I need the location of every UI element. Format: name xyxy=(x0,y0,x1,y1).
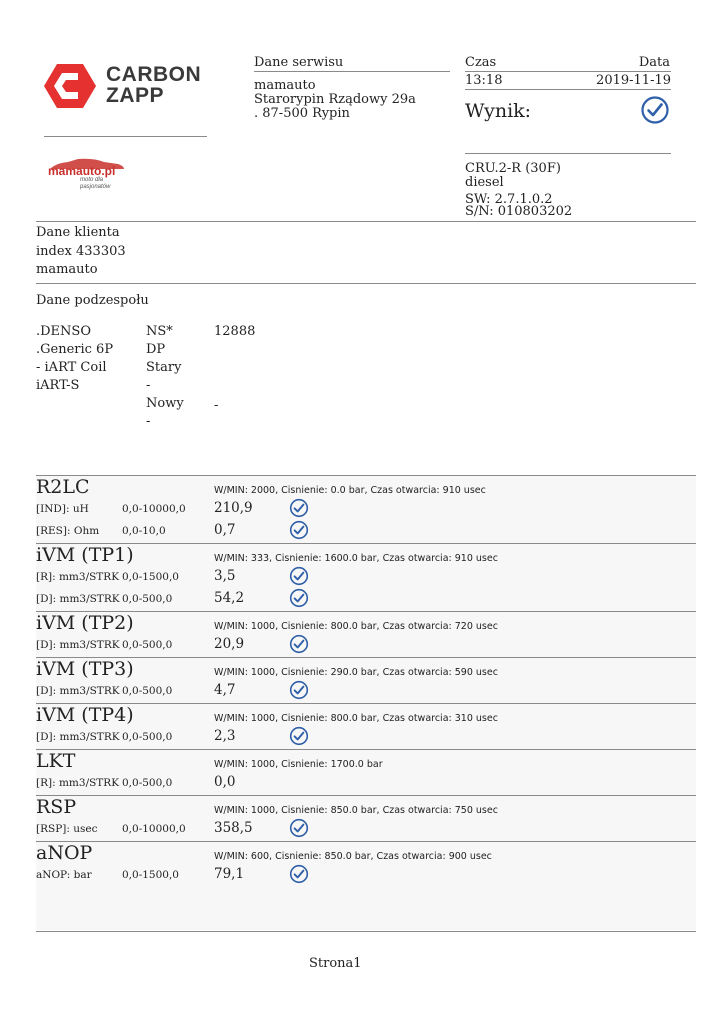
test-section-rule xyxy=(36,749,696,750)
test-section-rule xyxy=(36,841,696,842)
page-number: Strona1 xyxy=(309,956,362,971)
device-serial-number: S/N: 010803202 xyxy=(465,204,573,219)
component-type: .Generic 6P xyxy=(36,342,114,357)
client-name: mamauto xyxy=(36,262,98,277)
test-row-value: 210,9 xyxy=(214,500,253,516)
component-new-code: - xyxy=(214,398,219,413)
check-circle-icon xyxy=(289,726,309,746)
header-bottom-rule xyxy=(36,221,696,222)
footer-rule xyxy=(36,931,696,932)
test-row-label: [D]: mm3/STRK xyxy=(36,731,120,743)
device-model: CRU.2-R (30F) xyxy=(465,161,561,176)
test-name: LKT xyxy=(36,750,76,772)
date-label: Data xyxy=(638,55,670,70)
test-row-label: [R]: mm3/STRK xyxy=(36,571,120,583)
test-row-label: [D]: mm3/STRK xyxy=(36,639,120,651)
device-fuel: diesel xyxy=(465,175,504,190)
test-parameters: W/MIN: 1000, Cisnienie: 800.0 bar, Czas otwarcia: 720 usec xyxy=(214,621,498,632)
test-row-value: 54,2 xyxy=(214,590,245,606)
test-row-value: 3,5 xyxy=(214,568,236,584)
component-dp-label: DP xyxy=(146,342,166,357)
service-heading: Dane serwisu xyxy=(254,55,344,70)
test-name: RSP xyxy=(36,796,77,818)
component-new-value: - xyxy=(146,414,151,429)
check-circle-icon xyxy=(289,818,309,838)
test-name: R2LC xyxy=(36,476,90,498)
test-section-rule xyxy=(36,795,696,796)
check-circle-icon xyxy=(289,498,309,518)
test-row-range: 0,0-10000,0 xyxy=(122,503,186,515)
test-section-rule xyxy=(36,611,696,612)
component-old-value: - xyxy=(146,378,151,393)
test-row-label: [RES]: Ohm xyxy=(36,525,100,537)
mamauto-logo xyxy=(46,158,132,190)
test-section-rule xyxy=(36,475,696,476)
test-row-range: 0,0-500,0 xyxy=(122,685,173,697)
test-row-label: [R]: mm3/STRK xyxy=(36,777,120,789)
test-name: iVM (TP2) xyxy=(36,612,134,634)
time-date-rule xyxy=(465,71,671,72)
client-bottom-rule xyxy=(36,283,696,284)
test-row-range: 0,0-500,0 xyxy=(122,731,173,743)
time-value: 13:18 xyxy=(465,73,503,88)
test-row-label: [D]: mm3/STRK xyxy=(36,593,120,605)
test-name: iVM (TP4) xyxy=(36,704,134,726)
partner-logo-text: mamauto.pl xyxy=(48,164,116,178)
test-parameters: W/MIN: 600, Cisnienie: 850.0 bar, Czas otwarcia: 900 usec xyxy=(214,851,492,862)
service-name: mamauto xyxy=(254,78,316,93)
check-circle-icon xyxy=(289,680,309,700)
test-row-label: aNOP: bar xyxy=(36,869,92,881)
test-row-label: [D]: mm3/STRK xyxy=(36,685,120,697)
component-ns-value: 12888 xyxy=(214,324,256,339)
component-coil: - iART Coil xyxy=(36,360,107,375)
test-name: aNOP xyxy=(36,842,93,864)
test-name: iVM (TP3) xyxy=(36,658,134,680)
component-iart: iART-S xyxy=(36,378,80,393)
test-section-rule xyxy=(36,657,696,658)
result-rule xyxy=(465,153,671,154)
result-check-circle-icon xyxy=(640,95,670,125)
component-ns-label: NS* xyxy=(146,324,173,339)
test-row-value: 20,9 xyxy=(214,636,245,652)
time-date-bottom-rule xyxy=(465,89,671,90)
service-heading-rule xyxy=(254,71,450,72)
test-row-label: [IND]: uH xyxy=(36,503,89,515)
check-circle-icon xyxy=(289,634,309,654)
result-label: Wynik: xyxy=(465,100,532,122)
service-city: . 87-500 Rypin xyxy=(254,106,350,121)
carbon-zapp-logo xyxy=(44,62,202,110)
test-row-value: 0,0 xyxy=(214,774,236,790)
test-row-value: 2,3 xyxy=(214,728,236,744)
service-street: Starorypin Rządowy 29a xyxy=(254,92,416,107)
client-index: index 433303 xyxy=(36,244,126,259)
test-parameters: W/MIN: 1000, Cisnienie: 800.0 bar, Czas otwarcia: 310 usec xyxy=(214,713,498,724)
test-row-range: 0,0-500,0 xyxy=(122,593,173,605)
test-row-value: 358,5 xyxy=(214,820,253,836)
check-circle-icon xyxy=(289,864,309,884)
device-software-version: SW: 2.7.1.0.2 xyxy=(465,192,553,207)
time-label: Czas xyxy=(465,55,497,70)
client-heading: Dane klienta xyxy=(36,225,120,240)
check-circle-icon xyxy=(289,588,309,608)
check-circle-icon xyxy=(289,566,309,586)
test-name: iVM (TP1) xyxy=(36,544,134,566)
test-parameters: W/MIN: 2000, Cisnienie: 0.0 bar, Czas otwarcia: 910 usec xyxy=(214,485,486,496)
test-row-range: 0,0-1500,0 xyxy=(122,571,179,583)
logo-zapp-text: ZAPP xyxy=(106,84,165,107)
component-heading: Dane podzespołu xyxy=(36,293,149,308)
logo-underline xyxy=(44,136,207,137)
carbon-zapp-emblem-icon xyxy=(44,62,96,110)
test-row-value: 4,7 xyxy=(214,682,236,698)
test-parameters: W/MIN: 1000, Cisnienie: 850.0 bar, Czas otwarcia: 750 usec xyxy=(214,805,498,816)
check-circle-icon xyxy=(289,520,309,540)
component-col1 xyxy=(36,324,113,396)
test-parameters: W/MIN: 333, Cisnienie: 1600.0 bar, Czas otwarcia: 910 usec xyxy=(214,553,498,564)
test-row-range: 0,0-500,0 xyxy=(122,777,173,789)
test-row-value: 0,7 xyxy=(214,522,236,538)
test-row-range: 0,0-10,0 xyxy=(122,525,166,537)
test-row-range: 0,0-500,0 xyxy=(122,639,173,651)
logo-carbon-text: CARBON xyxy=(106,63,202,86)
component-new-label: Nowy xyxy=(146,396,184,411)
component-col2 xyxy=(146,324,184,432)
component-old-label: Stary xyxy=(146,360,182,375)
test-section-rule xyxy=(36,703,696,704)
partner-tagline: moto dla pasjonatów xyxy=(80,177,111,190)
test-parameters: W/MIN: 1000, Cisnienie: 290.0 bar, Czas otwarcia: 590 usec xyxy=(214,667,498,678)
component-manufacturer: .DENSO xyxy=(36,324,91,339)
test-row-value: 79,1 xyxy=(214,866,245,882)
test-section-rule xyxy=(36,543,696,544)
test-parameters: W/MIN: 1000, Cisnienie: 1700.0 bar xyxy=(214,759,383,770)
test-row-range: 0,0-1500,0 xyxy=(122,869,179,881)
test-row-range: 0,0-10000,0 xyxy=(122,823,186,835)
date-value: 2019-11-19 xyxy=(596,73,671,88)
test-row-label: [RSP]: usec xyxy=(36,823,98,835)
